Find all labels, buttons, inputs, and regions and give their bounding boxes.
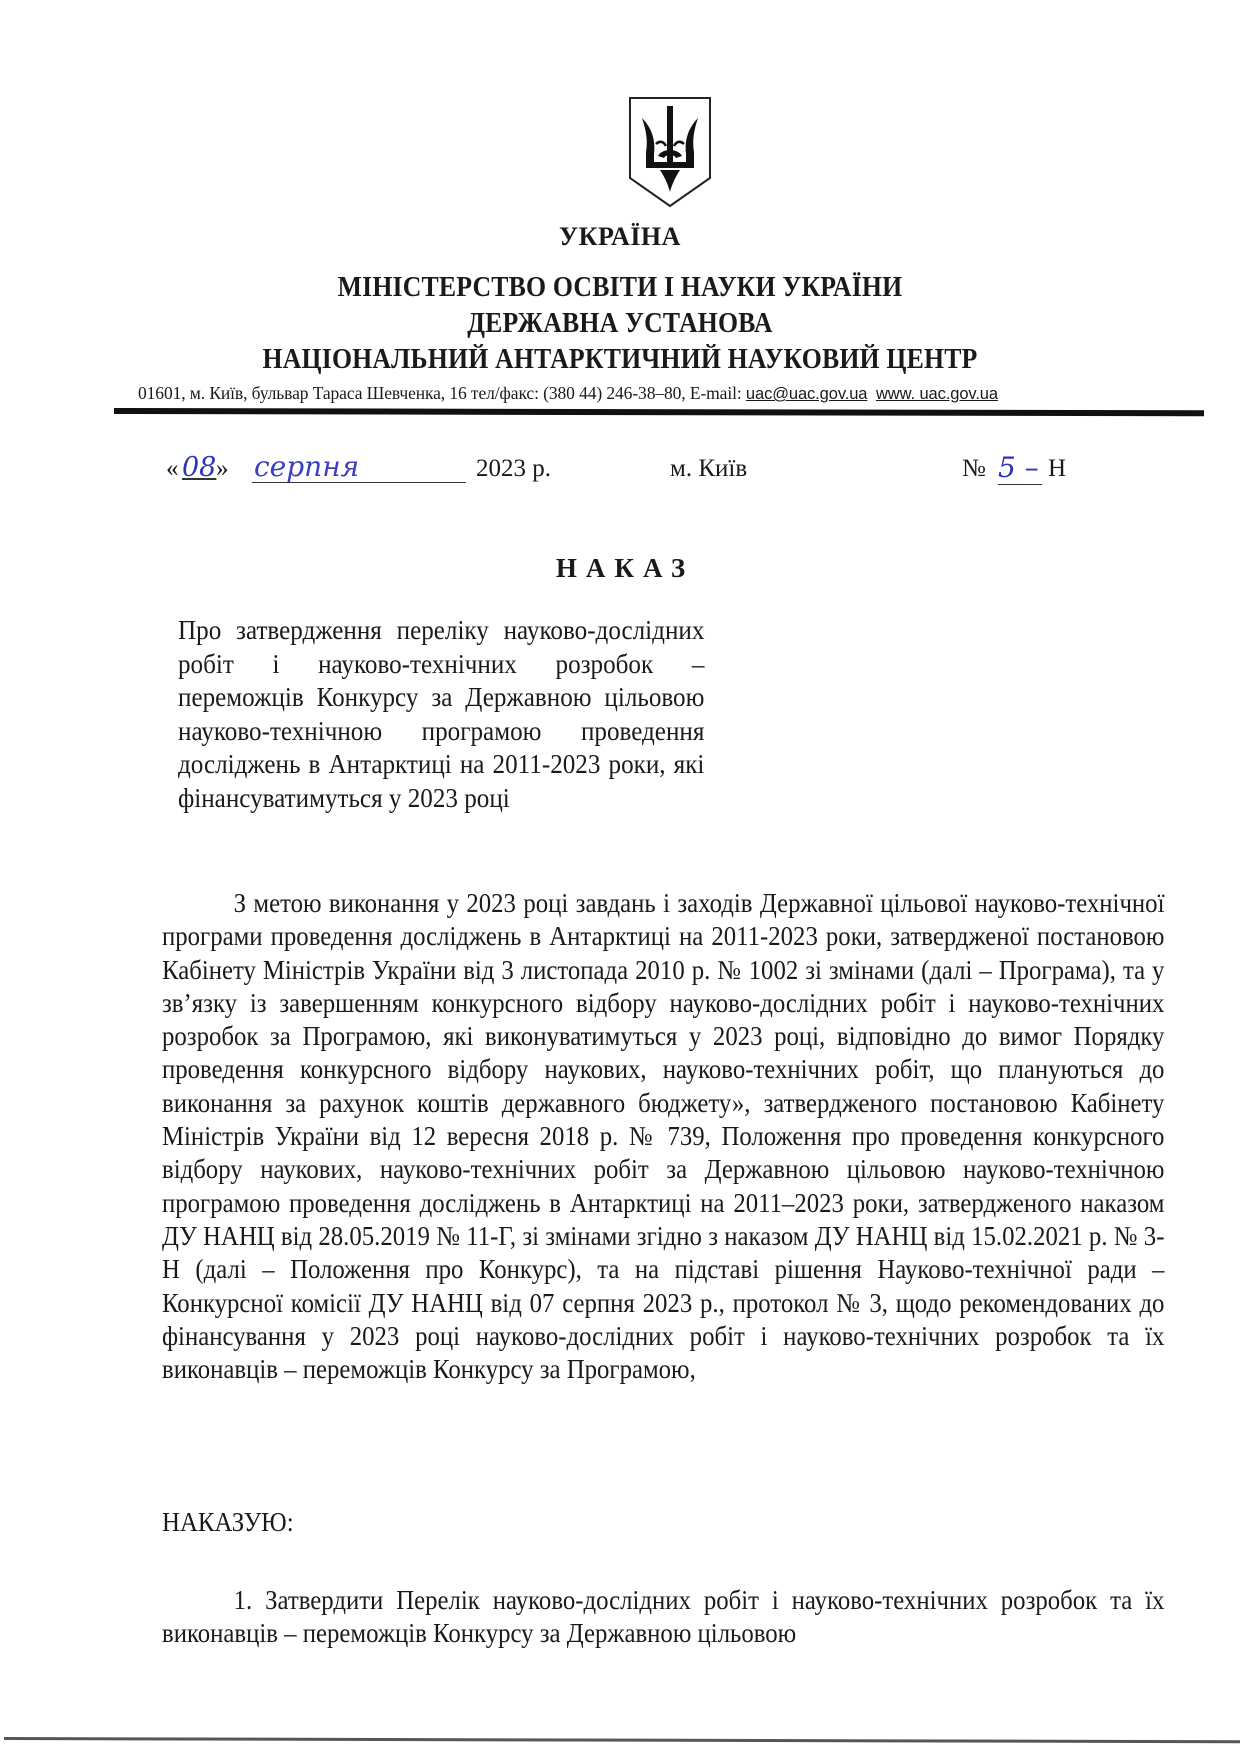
institution-type: ДЕРЖАВНА УСТАНОВА [467, 308, 773, 339]
website-link[interactable]: www. uac.gov.ua [875, 385, 998, 403]
document-number-label: № [962, 455, 986, 482]
page-bottom-edge [4, 1737, 1240, 1743]
address-line [138, 383, 1178, 404]
order-item [162, 1584, 1164, 1651]
preamble-text: З метою виконання у 2023 році завдань і заходів Державної цільової науково-технічної програми проведення досліджень в Антарктиці на 2011-2023 роки, затвердженої постановою Кабінету Міністрів України від 3 листопада 2010 р. № 1002 зі змінами (далі – Програма), та у зв’язку із завершенням конкурсного відбору науково-дослідних робіт і науково-технічних розробок за Програмою, які виконуватимуться у 2023 році, відповідно до вимог Порядку проведення конкурсного відбору наукових, науково-технічних робіт, що плануються до виконання за рахунок коштів державного бюджету», затвердженого постановою Кабінету Міністрів України від 12 вересня 2018 р. № 739, Положення про проведення конкурсного відбору наукових, науково-технічних робіт за Державною цільовою науково-технічною програмою проведення досліджень в Антарктиці на 2011–2023 роки, затвердженого наказом ДУ НАНЦ від 28.05.2019 № 11-Г, зі змінами згідно з наказом ДУ НАНЦ від 15.02.2021 р. № 3-Н (далі – Положення про Конкурс), та на підставі рішення Науково-технічної ради – Конкурсної комісії ДУ НАНЦ від 07 серпня 2023 р., протокол № 3, щодо рекомендованих до фінансування у 2023 році науково-дослідних робіт і науково-технічних розробок та їх виконавців – переможців Конкурсу за Програмою, [162, 888, 1165, 1385]
document-number-suffix: Н [1048, 455, 1067, 482]
date-month-handwritten: серпня [252, 450, 466, 483]
header-divider [114, 408, 1204, 416]
date-quote-close: » [216, 455, 229, 482]
date-quote-open: « [166, 455, 179, 482]
place-of-issue: м. Київ [670, 455, 748, 482]
document-number-handwritten: 5 – [998, 451, 1042, 485]
institution-name: НАЦІОНАЛЬНИЙ АНТАРКТИЧНИЙ НАУКОВИЙ ЦЕНТР [262, 344, 978, 375]
date-year: 2023 р. [476, 455, 551, 482]
postal-address: 01601, м. Київ, бульвар Тараса Шевченка, 16 тел/факс: (380 44) 246-38–80, E-mail: [138, 383, 746, 403]
date-day-handwritten: 08 [182, 452, 217, 483]
order-subject: Про затвердження переліку науково-дослідних робіт і науково-технічних розробок – переможців Конкурсу за Державною цільовою науково-технічною програмою проведення досліджень в Антарктиці на 2011-2023 роки, які фінансуватимуться у 2023 році [178, 615, 705, 813]
preamble-paragraph [162, 887, 1164, 1386]
country-name: УКРАЇНА [559, 222, 681, 251]
document-meta-row [0, 450, 1240, 495]
document-title: НАКАЗ [555, 553, 695, 583]
email-link[interactable]: uac@uac.gov.ua [745, 385, 868, 403]
orders-label: НАКАЗУЮ: [162, 1507, 294, 1537]
order-item-text: 1. Затвердити Перелік науково-дослідних робіт і науково-технічних розробок та їх виконавців – переможців Конкурсу за Державною цільовою [162, 1585, 1165, 1649]
trident-coat-of-arms-icon [628, 96, 712, 208]
ministry-name: МІНІСТЕРСТВО ОСВІТИ І НАУКИ УКРАЇНИ [337, 272, 903, 303]
